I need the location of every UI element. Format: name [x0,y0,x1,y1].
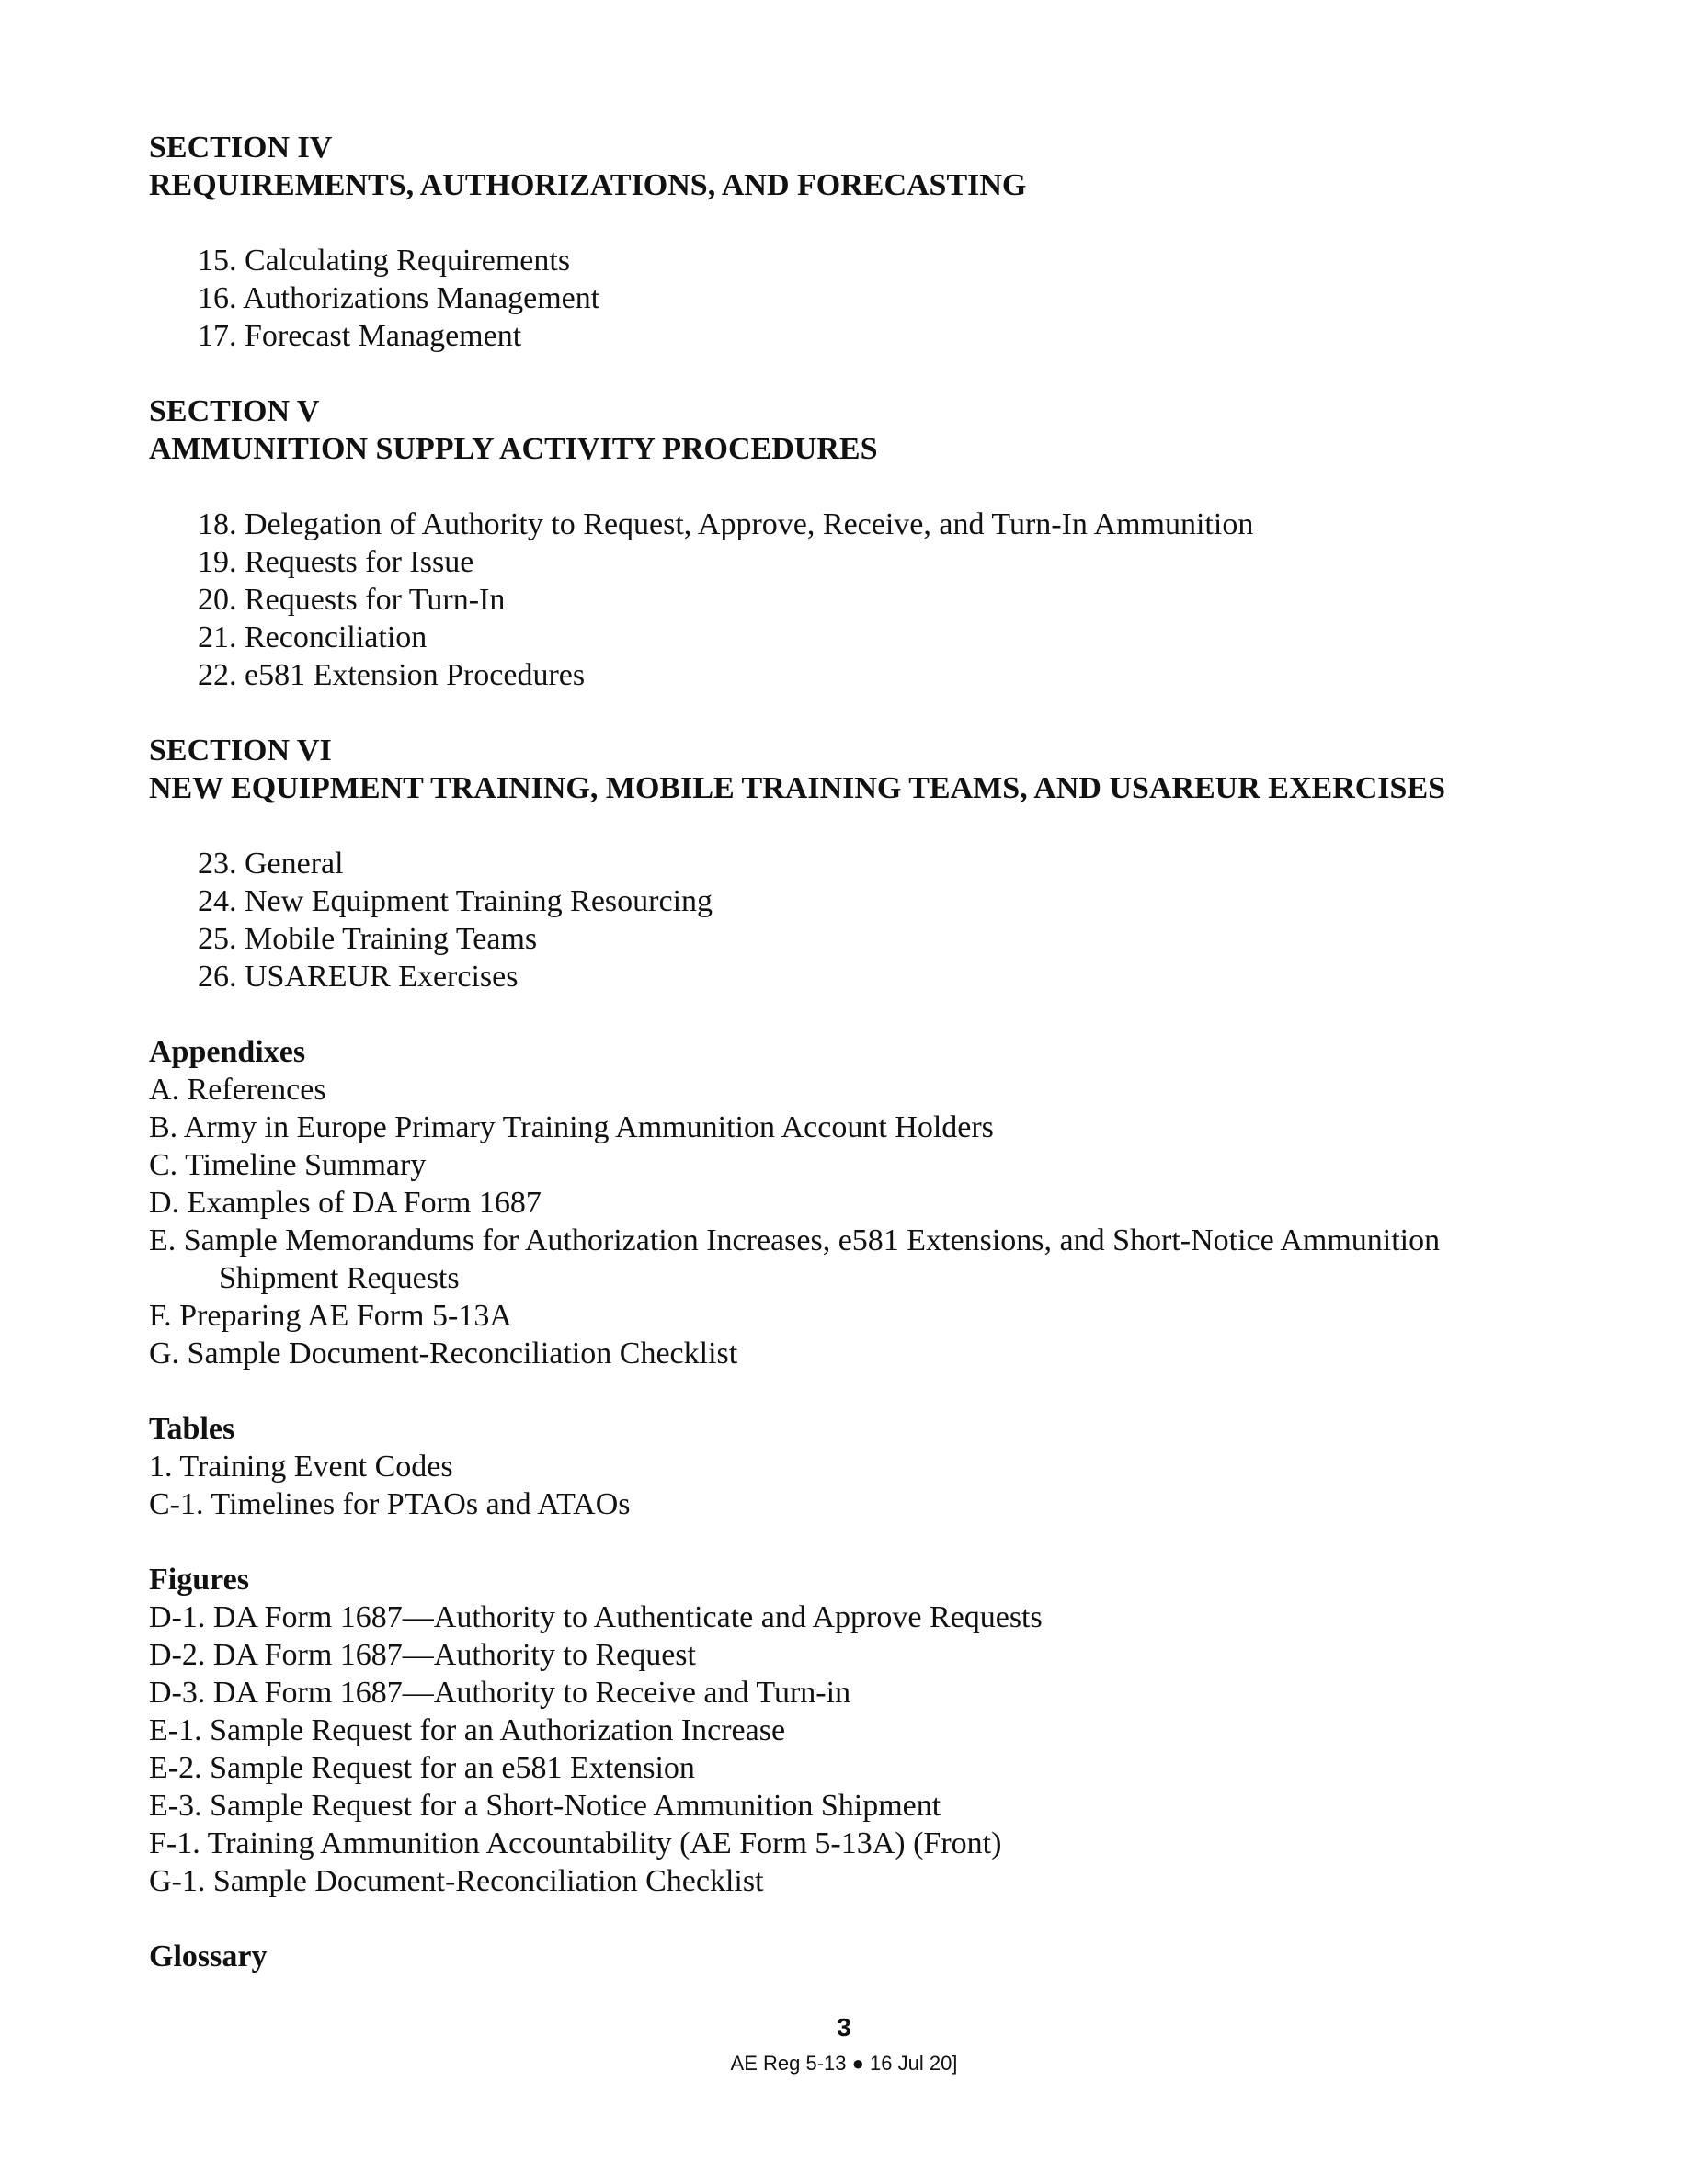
table-entry: 1. Training Event Codes [149,1450,453,1484]
figures-group [149,1561,1565,1900]
appendix-entry: A. References [149,1073,326,1107]
toc-entry: 19. Requests for Issue [198,545,474,579]
section-label: SECTION IV [149,131,333,165]
table-entry: C-1. Timelines for PTAOs and ATAOs [149,1487,631,1521]
tables-list [149,1448,1565,1523]
toc-entry: 24. New Equipment Training Resourcing [198,884,713,918]
toc-entry: 25. Mobile Training Teams [198,922,538,956]
figure-entry: F-1. Training Ammunition Accountability (AE Form 5-13A) (Front) [149,1826,1002,1860]
section-label: SECTION VI [149,734,332,768]
appendix-entry: E. Sample Memorandums for Authorization Increases, e581 Extensions, and Short-Notice Ammunition Shipment Requests [149,1223,1441,1295]
appendix-entry: G. Sample Document-Reconciliation Checklist [149,1337,738,1371]
appendix-entry: F. Preparing AE Form 5-13A [149,1299,512,1333]
section-title: AMMUNITION SUPPLY ACTIVITY PROCEDURES [149,432,878,466]
tables-group [149,1410,1565,1523]
toc-entry: 21. Reconciliation [198,620,428,654]
document-id: AE Reg 5-13 ● 16 Jul 20] [730,2052,958,2075]
toc-entry: 23. General [198,847,344,881]
glossary-heading: Glossary [149,1939,268,1974]
appendix-entry: D. Examples of DA Form 1687 [149,1186,542,1220]
section-v [149,392,1565,694]
figures-list [149,1598,1565,1900]
toc-entry: 18. Delegation of Authority to Request, Approve, Receive, and Turn-In Ammunition [198,507,1254,541]
toc-entry: 22. e581 Extension Procedures [198,658,586,692]
toc-entry: 16. Authorizations Management [198,281,600,315]
section-iv [149,129,1565,355]
toc-entry: 26. USAREUR Exercises [198,960,519,994]
appendixes-heading: Appendixes [149,1035,306,1069]
section-title: REQUIREMENTS, AUTHORIZATIONS, AND FORECASTING [149,168,1027,202]
toc-entry: 20. Requests for Turn-In [198,583,506,617]
figure-entry: E-2. Sample Request for an e581 Extension [149,1751,695,1785]
figure-entry: D-2. DA Form 1687—Authority to Request [149,1638,696,1672]
figures-heading: Figures [149,1563,249,1597]
page-number: 3 [837,2013,851,2042]
section-vi [149,732,1565,995]
section-label: SECTION V [149,394,320,428]
figure-entry: G-1. Sample Document-Reconciliation Checklist [149,1864,764,1898]
section-title: NEW EQUIPMENT TRAINING, MOBILE TRAINING TEAMS, AND USAREUR EXERCISES [149,771,1446,805]
section-items [198,506,1565,694]
appendixes-group [149,1033,1565,1372]
table-of-contents [149,129,1565,1975]
section-items [198,845,1565,995]
figure-entry: E-1. Sample Request for an Authorization Increase [149,1713,786,1747]
figure-entry: E-3. Sample Request for a Short-Notice Ammunition Shipment [149,1789,941,1823]
tables-heading: Tables [149,1412,235,1446]
toc-entry: 15. Calculating Requirements [198,244,571,278]
figure-entry: D-3. DA Form 1687—Authority to Receive and Turn-in [149,1676,851,1710]
toc-entry: 17. Forecast Management [198,319,522,353]
appendix-entry: B. Army in Europe Primary Training Ammunition Account Holders [149,1110,994,1144]
appendix-entry: C. Timeline Summary [149,1148,427,1182]
section-items [198,242,1565,355]
figure-entry: D-1. DA Form 1687—Authority to Authenticate and Approve Requests [149,1600,1043,1634]
appendix-list [149,1071,1565,1372]
